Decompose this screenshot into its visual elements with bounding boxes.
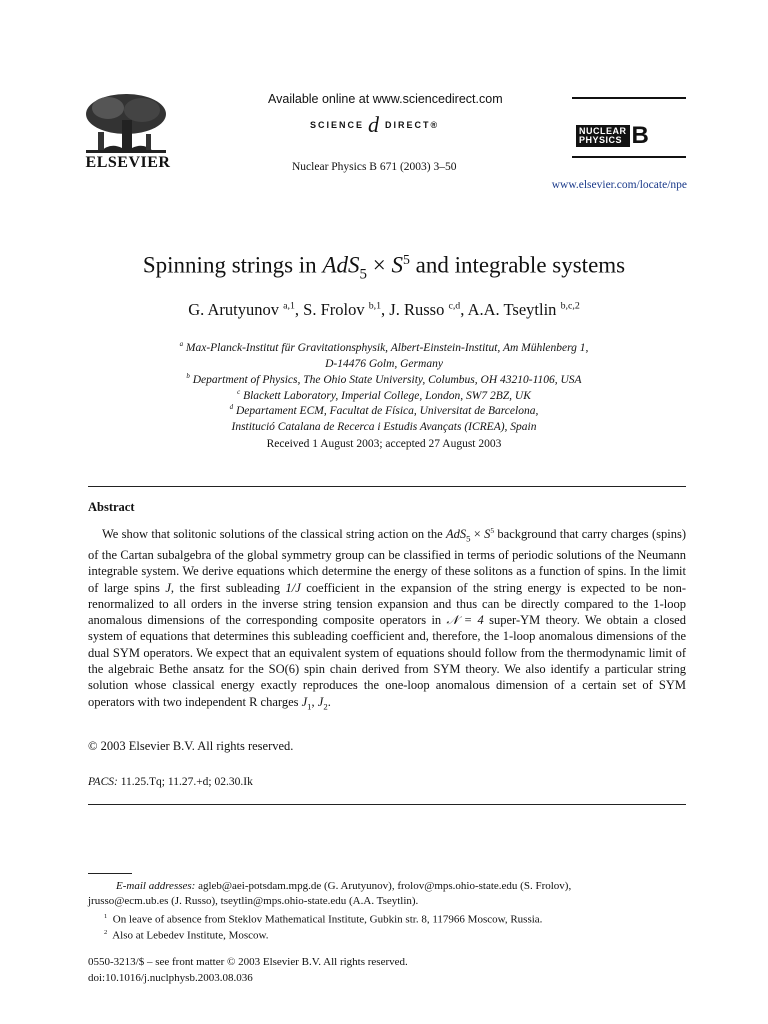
math-J: J [165,580,171,595]
pacs-label: PACS: [88,776,118,788]
abstract-text: background that carry charges (spins) of the Cartan subalgebra of the global symmetry group can be classified in terms of periodic solutions of the Neumann integrable system. We derive equations which determine the energy of these solitons as a function of spins. In the limit of large spins [88,527,686,595]
email-label-wrap [88,880,195,892]
footnote-mark: 2 [104,929,108,936]
affiliation-mark: a [179,341,184,348]
journal-logo-rule-bottom [572,156,686,158]
affiliation-mark: c [237,389,241,396]
abstract-body [88,523,686,714]
pacs-value: 11.25.Tq; 11.27.+d; 02.30.Ik [117,776,253,788]
abstract-paragraph [88,523,686,714]
abstract-text: . [327,694,331,709]
np-logo-words [576,125,630,147]
sciencedirect-logo [310,112,439,138]
affiliation-text: Max-Planck-Institut für Gravitationsphysik, Albert-Einstein-Institut, Am Mühlenberg 1, [185,341,589,354]
author-name: S. Frolov [303,300,365,319]
np-logo-line2: PHYSICS [579,135,623,145]
author-name: A.A. Tseytlin [467,300,557,319]
publisher-name: ELSEVIER [85,154,171,171]
affiliation-text: Departament ECM, Facultat de Física, Universitat de Barcelona, [235,404,539,417]
nuclear-physics-b-logo [576,122,649,149]
title-ads-sub: 5 [359,266,367,283]
math-s: S [484,527,491,542]
email-text-line1[interactable]: agleb@aei-potsdam.mpg.de (G. Arutyunov), frolov@mps.ohio-state.edu (S. Frolov), [195,880,572,892]
math-N-equals-4: 𝒩 = 4 [446,613,484,628]
affiliation-mark: d [229,404,234,411]
title-times: × [366,252,392,278]
math-s-sup: 5 [490,526,495,535]
title-text-pre: Spinning strings in [142,252,323,278]
math-J1: J [301,694,308,709]
affiliation-text: Department of Physics, The Ohio State University, Columbus, OH 43210-1106, USA [192,373,582,386]
author-marks[interactable]: b,c,2 [560,300,580,312]
abstract-text: coefficient in the expansion of the string energy is expected to be non-renormalized to all orders in the inverse string tension expansion and thus can be directly compared to the 1-loop anomalous dimensions of the corresponding composite operators in [88,580,686,628]
title-s-sup: 5 [402,252,410,267]
affiliation-a [0,337,768,372]
journal-reference: Nuclear Physics B 671 (2003) 3–50 [292,161,457,173]
abstract-rule-bottom [88,804,686,805]
available-online-text[interactable]: Available online at www.sciencedirect.com [268,92,503,106]
math-ads: AdS [445,527,467,542]
title-ads: AdS [322,252,360,278]
sd-registered-mark: ® [430,120,440,130]
received-dates: Received 1 August 2003; accepted 27 August 2003 [266,438,502,450]
footnote-2 [88,925,702,944]
math-J2: J [317,694,324,709]
footnote-rule [88,873,132,874]
abstract-copyright: © 2003 Elsevier B.V. All rights reserved. [88,739,294,753]
affiliation-text: D-14476 Golm, Germany [325,357,443,370]
affiliation-text: Blackett Laboratory, Imperial College, London, SW7 2BZ, UK [243,389,531,402]
np-logo-letter: B [631,122,649,149]
abstract-text: , the first subleading [170,580,286,595]
author-list: G. Arutyunov $^{a,1}$, S. Frolov $^{b,1}$, J. Russo $^{c,d}$, A.A. Tseytlin $^{b,c,2}$ [188,300,580,319]
author-marks[interactable]: c,d [448,300,461,312]
footnote-emails [88,879,686,909]
np-logo-line1: NUCLEAR [579,126,627,136]
abstract-text: super-YM theory. We obtain a closed system of equations that determines this subleading coefficient and, therefore, the 1-loop anomalous dimensions of the dual SYM operators. We expect that an equivalent system of equations should follow from the thermodynamic limit of the algebraic Bethe ansatz for the SO(6) spin chain derived from SYM theory. We also identify a particular string solution whose classical energy exactly reproduces the one-loop anomalous dimension of a certain set of SYM operators with two independent R charges [88,613,686,709]
math-ads-sub: 5 [466,533,471,544]
footnote-text: Also at Lebedev Institute, Moscow. [112,929,269,942]
abstract-text: We show that solitonic solutions of the classical string action on the [102,527,446,542]
email-text-line2[interactable]: jrusso@ecm.ub.es (J. Russo), tseytlin@mps.ohio-state.edu (A.A. Tseytlin). [88,895,419,907]
journal-url-link[interactable]: www.elsevier.com/locate/npe [551,179,687,191]
title-text-post: and integrable systems [409,252,626,278]
paper-title [0,252,768,283]
math-J2-sub: 2 [323,701,328,712]
math-J1-sub: 1 [307,701,312,712]
math-times: × [470,527,485,542]
affiliation-mark: b [186,373,190,380]
math-one-over-J: 1/J [285,580,301,595]
author-marks[interactable]: b,1 [368,300,382,312]
abstract-text: , [311,694,318,709]
footnote-mark: 1 [104,913,108,920]
author-name: J. Russo [389,300,445,319]
footer-front-matter: 0550-3213/$ – see front matter © 2003 Elsevier B.V. All rights reserved. [88,956,408,968]
sd-at-mark: d [368,112,382,137]
author-name: G. Arutyunov [188,300,279,319]
email-label: E-mail addresses: [116,880,196,892]
sd-left-word: SCIENCE [310,120,365,130]
sd-right-word: DIRECT [385,120,431,130]
abstract-heading: Abstract [88,500,135,514]
journal-logo-rule-top [572,97,686,99]
author-marks[interactable]: a,1 [283,300,295,312]
page-footer [88,955,408,986]
pacs-codes [88,776,253,788]
footer-doi[interactable]: doi:10.1016/j.nuclphysb.2003.08.036 [88,971,253,984]
abstract-rule-top [88,486,686,487]
affiliation-text: Institució Catalana de Recerca i Estudis Avançats (ICREA), Spain [231,420,537,433]
title-s: S [391,252,403,278]
footnote-text: On leave of absence from Steklov Mathematical Institute, Gubkin str. 8, 117966 Moscow, Russia. [112,913,543,926]
affiliation-d [0,400,768,435]
